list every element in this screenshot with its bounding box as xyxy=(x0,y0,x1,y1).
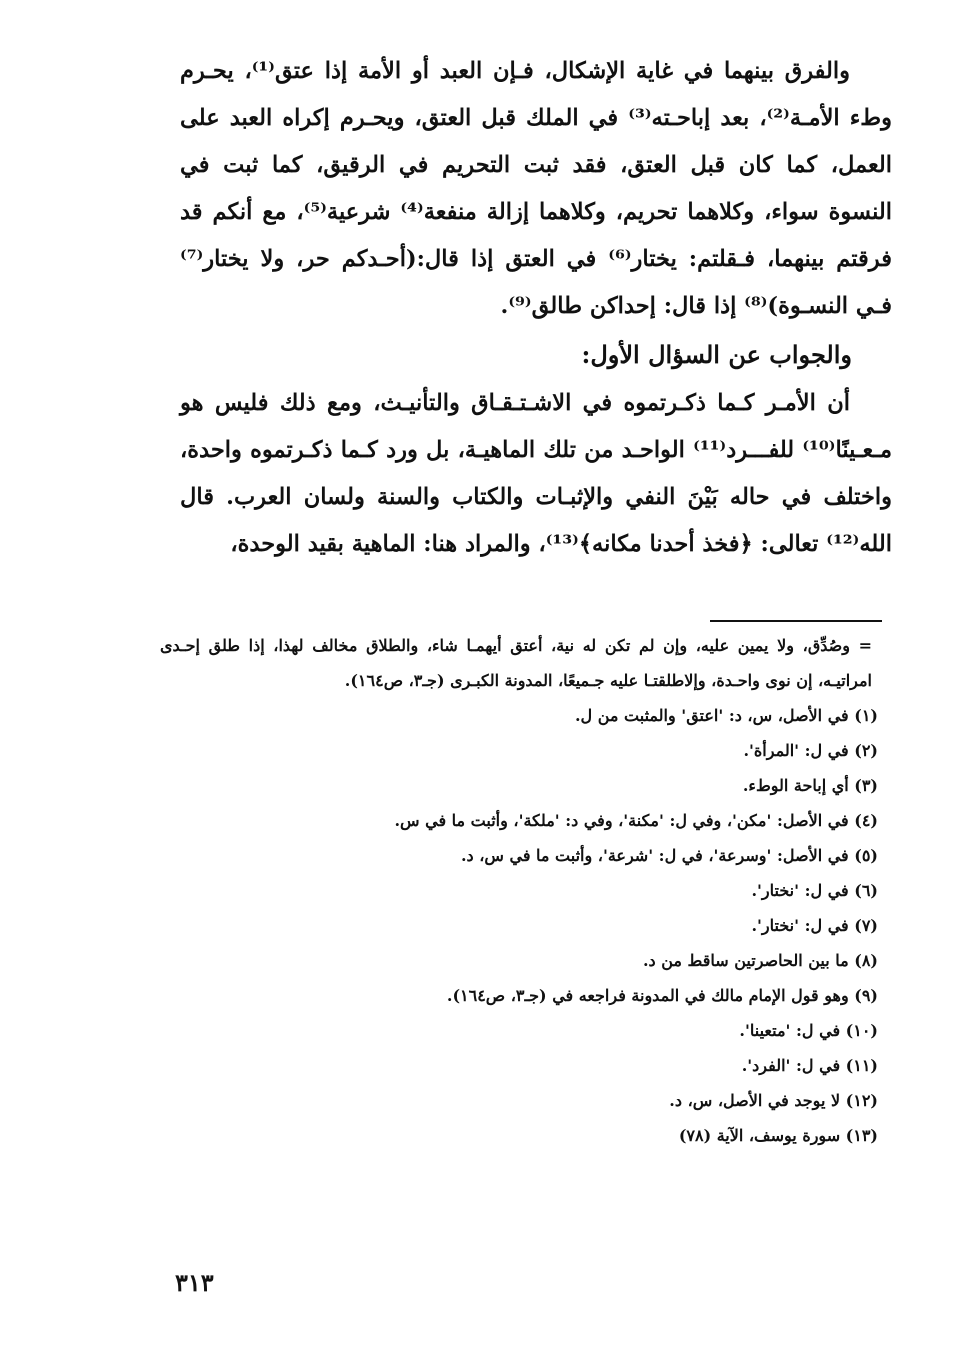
footnote-5: (٥) في الأصل: 'وسرعة'، في ل: 'شرعة'، وأثبت ما في س، د. xyxy=(460,846,878,865)
footnote-2: (٢) في ل: 'المرأة'. xyxy=(743,741,878,760)
footnote-8: (٨) ما بين الحاصرتين ساقط من د. xyxy=(642,951,878,970)
paragraph-1: والفرق بينهما في غاية الإشكال، فـإن العبد أو الأمة إذا عتق⁽¹⁾، يحـرم وطء الأمـة⁽²⁾، بعد إباحـته⁽³⁾ في الملك قبل العتق، ويحـرم إكراه العبد على العمل، كما كان قبل العتق، فقد ثبت التحريم في الرقيق، كما ثبت في النسوة سواء، وكلاهما تحريم، وكلاهما إزالة منفعة⁽⁴⁾ شرعية⁽⁵⁾، مع أنكم قد فرقتم بينهما، فـقلتم: يختار⁽⁶⁾ في العتق إذا قال:(أحـدكم حر، ولا يختار⁽⁷⁾ فـي النسـوة)⁽⁸⁾ إذا قال: إحداكن طالق⁽⁹⁾. xyxy=(180,58,892,319)
section-heading: والجواب عن السؤال الأول: xyxy=(581,340,852,369)
footnote-9: (٩) وهو قول الإمام مالك في المدونة فراجعه في (جـ٣، ص١٦٤). xyxy=(446,986,878,1005)
paragraph-2: أن الأمـر كـما ذكـرتموه في الاشـتـقـاق والتأنيـث، ومع ذلك فليس هو مـعـينًا⁽¹⁰⁾ للفـــرد⁽¹¹⁾ الواحـد من تلك الماهيـة، بل ورد كـما ذكـرتموه واحدة، واختلف في حاله بَيْنَ النفي والإثبـات والكتاب والسنة ولسان العرب. قال الله⁽¹²⁾ تعالى: ﴿فخذ أحدنا مكانه﴾⁽¹³⁾، والمراد هنا: الماهية بقيد الوحدة، xyxy=(180,390,892,557)
footnote-4: (٤) في الأصل: 'مكن'، وفي ل: 'مكنة'، وفي د: 'ملكة'، وأثبت ما في س. xyxy=(394,811,878,830)
footnote-6: (٦) في ل: 'نختار'. xyxy=(751,881,878,900)
footnote-12: (١٢) لا يوجد في الأصل، س، د. xyxy=(669,1091,878,1110)
footnote-10: (١٠) في ل: 'متعينا'. xyxy=(739,1021,878,1040)
footnote-11: (١١) في ل: 'الفرد'. xyxy=(741,1056,878,1075)
footnote-separator xyxy=(710,620,882,622)
page-number: ٣١٣ xyxy=(175,1268,214,1297)
footnote-list xyxy=(160,698,892,1153)
footnote-7: (٧) في ل: 'نختار'. xyxy=(751,916,878,935)
footnote-continuation: = وصُدِّق، ولا يمين عليه، وإن لم تكن له نية، أعتق أيهمـا شاء، والطلاق مخالف لهذا، إذا طلق إحـدى امراتيـه، إن نوى واحـدة، وإلاطلقتـا عليه جـميعًا، المدونة الكبـرى (جـ٣، ص١٦٤). xyxy=(160,636,873,690)
footnote-1: (١) في الأصل، س، د: 'اعتق' والمثبت من ل. xyxy=(574,706,878,725)
main-text xyxy=(180,48,892,568)
footnotes xyxy=(160,628,892,1153)
footnote-3: (٣) أي إباحة الوطء. xyxy=(742,776,878,795)
footnote-13: (١٣) سورة يوسف، الآية (٧٨) xyxy=(678,1126,878,1145)
